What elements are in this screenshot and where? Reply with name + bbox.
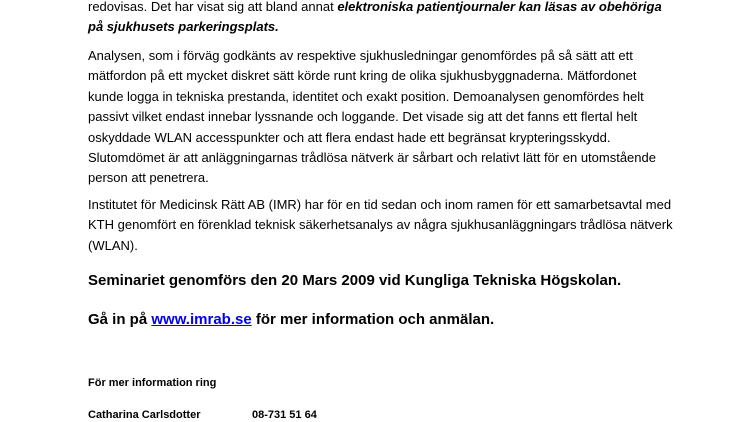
more-info-heading <box>88 310 494 330</box>
imr-paragraph: Institutet för Medicinsk Rätt AB (IMR) har för en tid sedan och inom ramen för ett samarbetsavtal med KTH genomfört en förenklad teknisk säkerhetsanalys av några sjukhusanläggningars trådlösa nätverk (WLAN). <box>88 197 673 253</box>
contact-label: För mer information ring <box>88 377 217 389</box>
analysis-paragraph: Analysen, som i förväg godkänts av respektive sjukhusledningar genomfördes på så sätt att ett mätfordon på ett mycket diskret sätt körde runt kring de olika sjukhusbyggnaderna. Mätfordonet kunde logga in tekniska prestanda, identitet och exakt position. Demoanalysen genomfördes helt passivt vilket endast innebar lyssnande och loggande. Det visade sig att det fanns ett flertal helt oskyddade WLAN accesspunkter och att flera endast hade ett begränsat krypteringsskydd. Slutomdömet är att anläggningarnas trådlösa nätverk är sårbart och relativt lätt för en utomstående person att penetrera. <box>88 48 656 186</box>
seminar-heading: Seminariet genomförs den 20 Mars 2009 vid Kungliga Tekniska Högskolan. <box>88 272 622 289</box>
intro-emphasis: elektroniska patientjournaler kan läsas av obehöriga på sjukhusets parkeringsplats. <box>88 0 662 35</box>
more-info-prefix: Gå in på <box>88 311 152 328</box>
intro-text: redovisas. Det har visat sig att bland annat <box>88 0 338 14</box>
contact-row <box>88 408 317 422</box>
more-info-suffix: för mer information och anmälan. <box>251 311 495 328</box>
contact-name: Catharina Carlsdotter <box>88 409 201 421</box>
contact-phone: 08-731 51 64 <box>252 409 317 421</box>
imrab-link[interactable]: www.imrab.se <box>151 311 252 328</box>
intro-paragraph <box>88 0 673 38</box>
